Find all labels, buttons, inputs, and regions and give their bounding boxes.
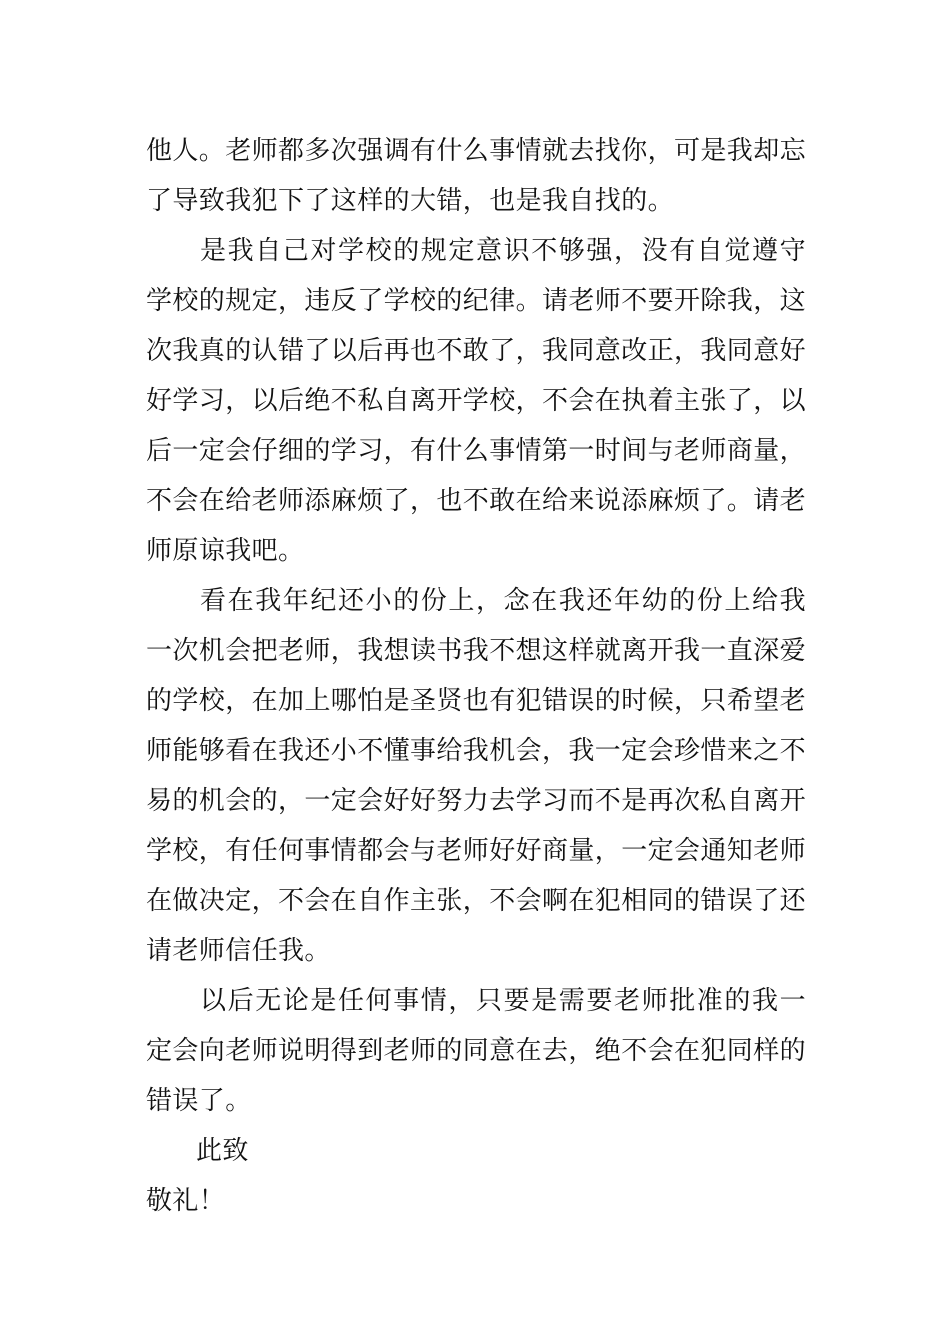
paragraph-continuation: 他人。老师都多次强调有什么事情就去找你，可是我却忘了导致我犯下了这样的大错，也是我自找的。: [146, 136, 807, 216]
letter-body: [146, 126, 806, 1226]
paragraph-plea: 看在我年纪还小的份上，念在我还年幼的份上给我一次机会把老师，我想读书我不想这样就离开我一直深爱的学校，在加上哪怕是圣贤也有犯错误的时候，只希望老师能够看在我还小不懂事给我机会，我一定会珍惜来之不易的机会的，一定会好好努力去学习而不是再次私自离开学校，有任何事情都会与老师好好商量，一定会通知老师在做决定，不会在自作主张，不会啊在犯相同的错误了还请老师信任我。: [146, 586, 807, 966]
paragraph-promise: 以后无论是任何事情，只要是需要老师批准的我一定会向老师说明得到老师的同意在去，绝不会在犯同样的错误了。: [146, 986, 807, 1116]
paragraph-rule-awareness: 是我自己对学校的规定意识不够强，没有自觉遵守学校的规定，违反了学校的纪律。请老师不要开除我，这次我真的认错了以后再也不敢了，我同意改正，我同意好好学习，以后绝不私自离开学校，不会在执着主张了，以后一定会仔细的学习，有什么事情第一时间与老师商量，不会在给老师添麻烦了，也不敢在给来说添麻烦了。请老师原谅我吧。: [146, 236, 807, 566]
closing-salutation: 此致: [196, 1136, 249, 1166]
closing-regards: 敬礼！: [146, 1186, 226, 1216]
